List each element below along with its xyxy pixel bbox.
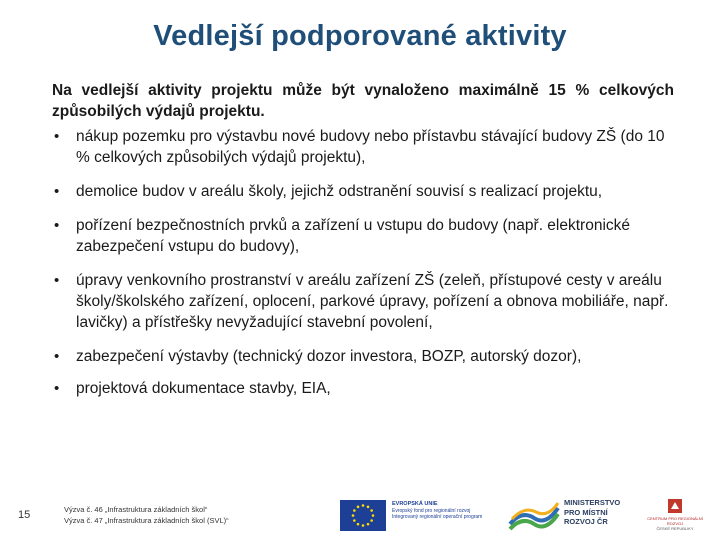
- ministry-text: [564, 498, 620, 527]
- crr-emblem-icon: [667, 498, 683, 514]
- list-item: [52, 378, 674, 399]
- activity-list: [52, 126, 674, 399]
- ministry-line-1: MINISTERSTVO: [564, 498, 621, 507]
- list-item: [52, 346, 674, 367]
- call-reference-46: Výzva č. 46 „Infrastruktura základních škol“: [64, 505, 208, 514]
- eu-star: [353, 519, 356, 522]
- slide-footer: [0, 490, 720, 540]
- eu-star: [370, 509, 373, 512]
- crr-logo: [645, 498, 705, 534]
- list-item: [52, 215, 674, 257]
- eu-star: [367, 506, 370, 509]
- eu-star: [352, 514, 355, 517]
- list-item-text: nákup pozemku pro výstavbu nové budovy nebo přístavbu stávající budovy ZŠ (do 10 % celkových způsobilých výdajů projektu),: [76, 128, 665, 166]
- crr-line-1: CENTRUM PRO REGIONÁLNÍ ROZVOJ: [647, 516, 703, 526]
- eu-star: [357, 523, 360, 526]
- bullet-icon: •: [54, 217, 60, 234]
- call-reference-47: Výzva č. 47 „Infrastruktura základních škol (SVL)“: [64, 516, 229, 525]
- slide-content: [52, 80, 674, 410]
- bullet-icon: •: [54, 380, 60, 397]
- list-item-text: pořízení bezpečnostních prvků a zařízení u vstupu do budovy (např. elektronické zabezpečení vstupu do budovy),: [76, 217, 631, 255]
- eu-star: [362, 524, 365, 527]
- slide-title: Vedlejší podporované aktivity: [153, 20, 567, 52]
- ministry-logo: [508, 496, 638, 534]
- list-item-text: zabezpečení výstavby (technický dozor investora, BOZP, autorský dozor),: [76, 348, 582, 365]
- list-item: [52, 181, 674, 202]
- list-item: [52, 270, 674, 333]
- eu-text: [392, 501, 482, 521]
- crr-text: [645, 516, 705, 531]
- list-item-text: projektová dokumentace stavby, EIA,: [76, 380, 331, 397]
- intro-paragraph: Na vedlejší aktivity projektu může být vynaloženo maximálně 15 % celkových způsobilých výdajů projektu.: [52, 82, 674, 120]
- ministry-line-3: ROZVOJ ČR: [564, 517, 608, 526]
- eu-star: [357, 506, 360, 509]
- eu-flag-icon: [340, 500, 386, 531]
- bullet-icon: •: [54, 183, 60, 200]
- ministry-line-2: PRO MÍSTNÍ: [564, 507, 608, 517]
- eu-star: [362, 504, 365, 507]
- bullet-icon: •: [54, 128, 60, 145]
- eu-program-line: Integrovaný regionální operační program: [392, 514, 483, 520]
- call-references: [64, 504, 229, 526]
- eu-star: [370, 519, 373, 522]
- page-number: 15: [18, 509, 31, 521]
- eu-star: [353, 509, 356, 512]
- bullet-icon: •: [54, 272, 60, 289]
- eu-star: [372, 514, 375, 517]
- list-item: [52, 126, 674, 168]
- ministry-wave-icon: [508, 500, 560, 532]
- eu-star: [367, 523, 370, 526]
- list-item-text: demolice budov v areálu školy, jejichž odstranění souvisí s realizací projektu,: [76, 183, 603, 200]
- eu-fund-line: Evropský fond pro regionální rozvoj: [392, 507, 471, 514]
- crr-line-2: ČESKÉ REPUBLIKY: [656, 526, 694, 531]
- eu-heading: EVROPSKÁ UNIE: [392, 501, 438, 507]
- bullet-icon: •: [54, 348, 60, 365]
- list-item-text: úpravy venkovního prostranství v areálu zařízení ZŠ (zeleň, přístupové cesty v areálu školy/školského zařízení, oplocení, parkové úpravy, pořízení a obnova mobiliáře, např. lavičky) a přístřešky nevyžadující stavební povolení,: [76, 272, 669, 331]
